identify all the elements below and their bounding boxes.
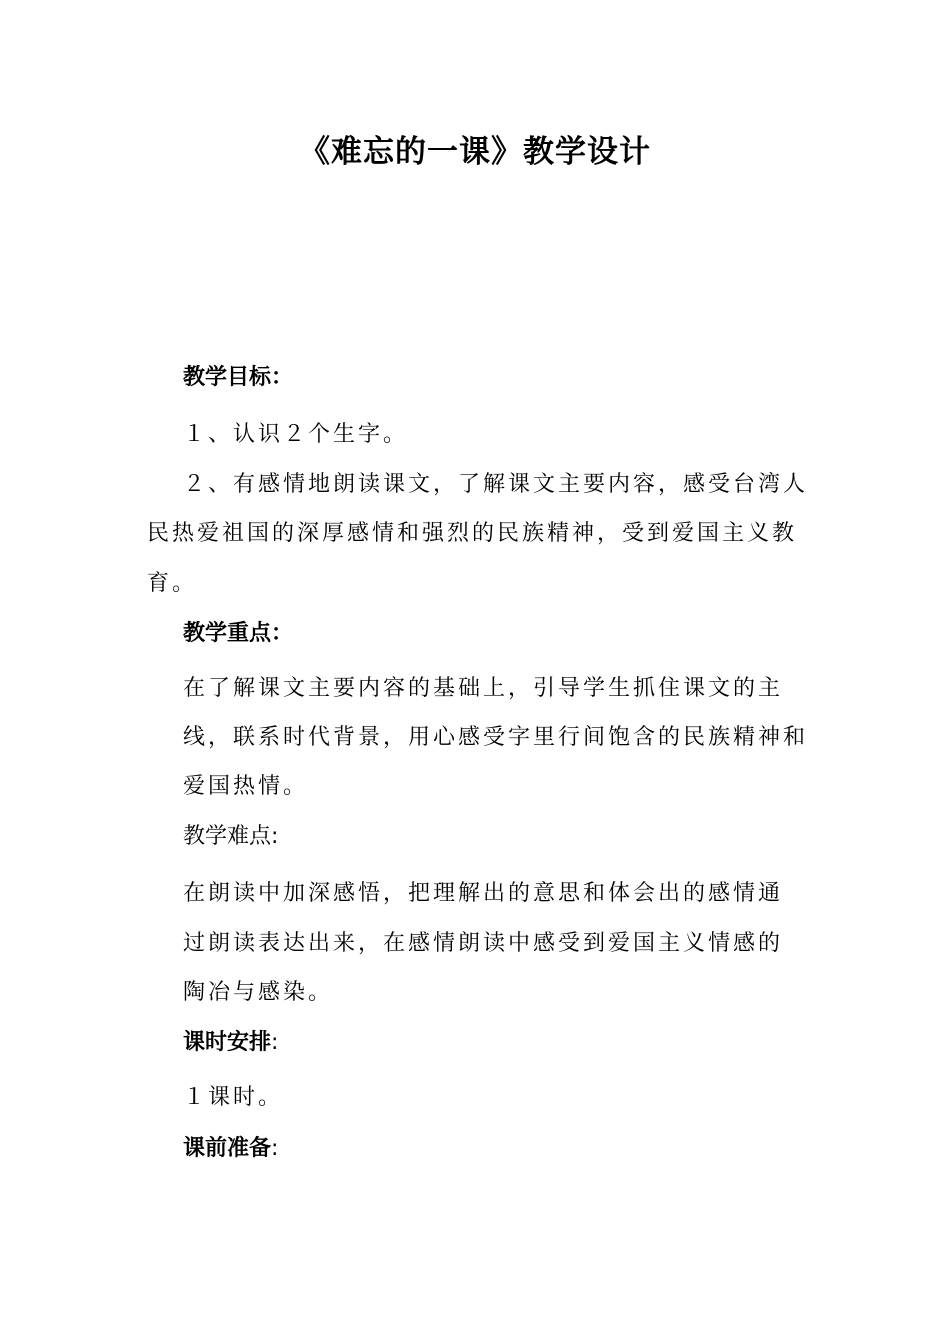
objectives-heading: 教学目标： (183, 365, 294, 390)
difficulties-heading: 教学难点: (183, 824, 279, 849)
document-title: 《难忘的一课》教学设计 (299, 134, 651, 170)
schedule-content: １课时。 (183, 1085, 284, 1110)
preparation-heading (183, 1131, 278, 1162)
objectives-item-2-line-1: ２、有感情地朗读课文，了解课文主要内容，感受台湾人 (183, 472, 809, 497)
preparation-heading-text: 课前准备 (183, 1136, 272, 1161)
schedule-heading (183, 1025, 278, 1056)
key-points-line-1: 在了解课文主要内容的基础上，引导学生抓住课文的主 (183, 676, 784, 701)
preparation-heading-colon: : (271, 1136, 279, 1161)
key-points-line-3: 爱国热情。 (183, 774, 309, 799)
key-points-line-2: 线，联系时代背景，用心感受字里行间饱含的民族精神和 (183, 725, 809, 750)
difficulties-line-3: 陶冶与感染。 (183, 980, 334, 1005)
schedule-heading-colon: : (271, 1030, 279, 1055)
objectives-item-2-line-3: 育。 (147, 571, 198, 596)
key-points-heading: 教学重点： (183, 621, 294, 646)
schedule-heading-text: 课时安排 (183, 1030, 272, 1055)
objectives-item-1: １、认识２个生字。 (183, 422, 409, 447)
objectives-item-2-line-2: 民热爱祖国的深厚感情和强烈的民族精神，受到爱国主义教 (147, 521, 798, 546)
difficulties-line-2: 过朗读表达出来，在感情朗读中感受到爱国主义情感的 (183, 931, 784, 956)
difficulties-line-1: 在朗读中加深感悟，把理解出的意思和体会出的感情通 (183, 881, 784, 906)
